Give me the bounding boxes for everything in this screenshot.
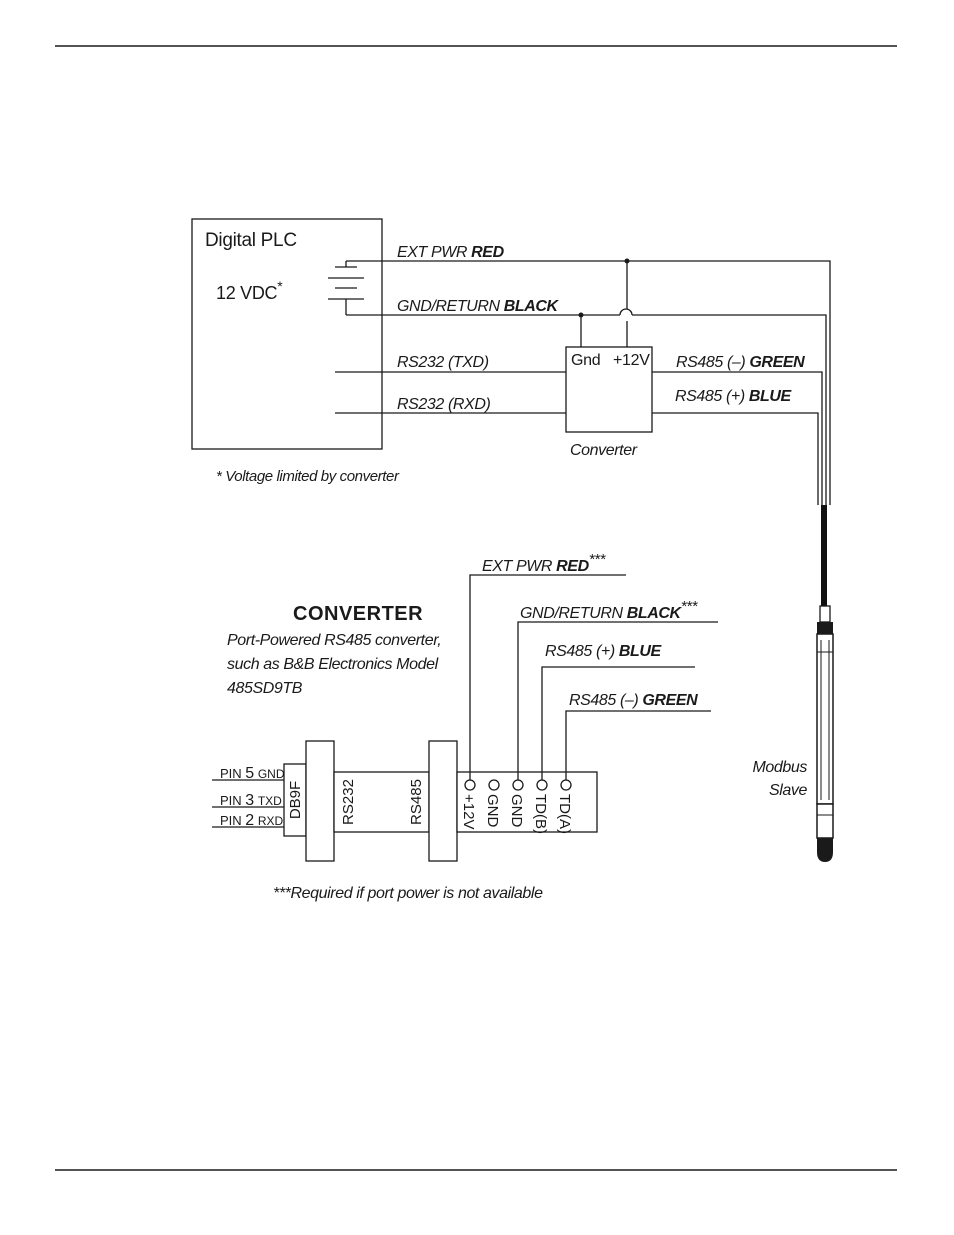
rs485-pos-label: RS485 (+) BLUE	[675, 388, 791, 405]
converter-12v-label: +12V	[613, 352, 650, 369]
terminal-label-tdb: TD(B)	[532, 794, 549, 834]
converter-block	[566, 347, 652, 459]
junction-dot	[579, 313, 584, 318]
terminal-screw-tda	[561, 780, 571, 790]
terminal-block	[457, 772, 597, 832]
pin5-label: PIN 5 GND	[220, 765, 285, 782]
probe-nose	[817, 804, 833, 838]
gnd-return-wire-b	[632, 315, 826, 505]
probe-collar	[817, 622, 833, 634]
terminal-label-12v: +12V	[460, 794, 477, 830]
plc-block	[192, 219, 400, 485]
modbus-slave-probe	[752, 505, 833, 862]
converter-title: CONVERTER	[293, 603, 424, 625]
terminal-screw-tdb	[537, 780, 547, 790]
converter-gnd-label: Gnd	[571, 352, 601, 369]
probe-tip	[817, 838, 833, 862]
rs232-label: RS232	[340, 779, 357, 825]
plc-title: Digital PLC	[205, 230, 297, 251]
pin3-label: PIN 3 TXD	[220, 792, 282, 809]
probe-label-slave: Slave	[768, 782, 807, 799]
probe-label-modbus: Modbus	[752, 759, 807, 776]
rs485-green-lead-label: RS485 (–) GREEN	[569, 692, 698, 709]
plc-footnote: * Voltage limited by converter	[216, 468, 399, 485]
pin2-label: PIN 2 RXD	[220, 812, 284, 829]
wire-crossover-hop	[620, 309, 632, 315]
terminal-label-tda: TD(A)	[556, 794, 573, 834]
gnd-return-lead-label: GND/RETURN BLACK***	[520, 598, 698, 622]
cable-grip	[820, 606, 830, 622]
converter-detail	[212, 551, 718, 902]
db9f-label: DB9F	[287, 780, 304, 820]
probe-body	[817, 634, 833, 804]
port-power-footnote: ***Required if port power is not available	[273, 885, 543, 902]
rs485-blue-lead-label: RS485 (+) BLUE	[545, 643, 661, 660]
terminal-label-gnd1: GND	[484, 794, 501, 828]
converter-desc-line3: 485SD9TB	[227, 680, 303, 697]
terminal-screw-12v	[465, 780, 475, 790]
rs485-label: RS485	[408, 779, 425, 825]
rs232-rxd-label: RS232 (RXD)	[397, 396, 491, 413]
ext-pwr-lead-label: EXT PWR RED***	[482, 551, 606, 575]
terminal-label-gnd2: GND	[508, 794, 525, 828]
converter-desc-line1: Port-Powered RS485 converter,	[227, 632, 442, 649]
rs232-txd-label: RS232 (TXD)	[397, 354, 489, 371]
terminal-screw-gnd1	[489, 780, 499, 790]
plc-voltage: 12 VDC*	[216, 278, 283, 303]
rs485-flange	[429, 741, 457, 861]
junction-dot	[625, 259, 630, 264]
terminal-screw-gnd2	[513, 780, 523, 790]
rs485-pos-wire	[652, 413, 818, 505]
plc-box	[192, 219, 382, 449]
rs485-neg-label: RS485 (–) GREEN	[676, 354, 805, 371]
converter-caption: Converter	[570, 442, 637, 459]
rs485-green-lead	[566, 711, 711, 780]
gnd-return-label: GND/RETURN BLACK	[397, 298, 558, 315]
ext-pwr-label: EXT PWR RED	[397, 244, 504, 261]
rs485-blue-lead	[542, 667, 695, 780]
converter-desc-line2: such as B&B Electronics Model	[227, 656, 438, 673]
db9-flange	[306, 741, 334, 861]
